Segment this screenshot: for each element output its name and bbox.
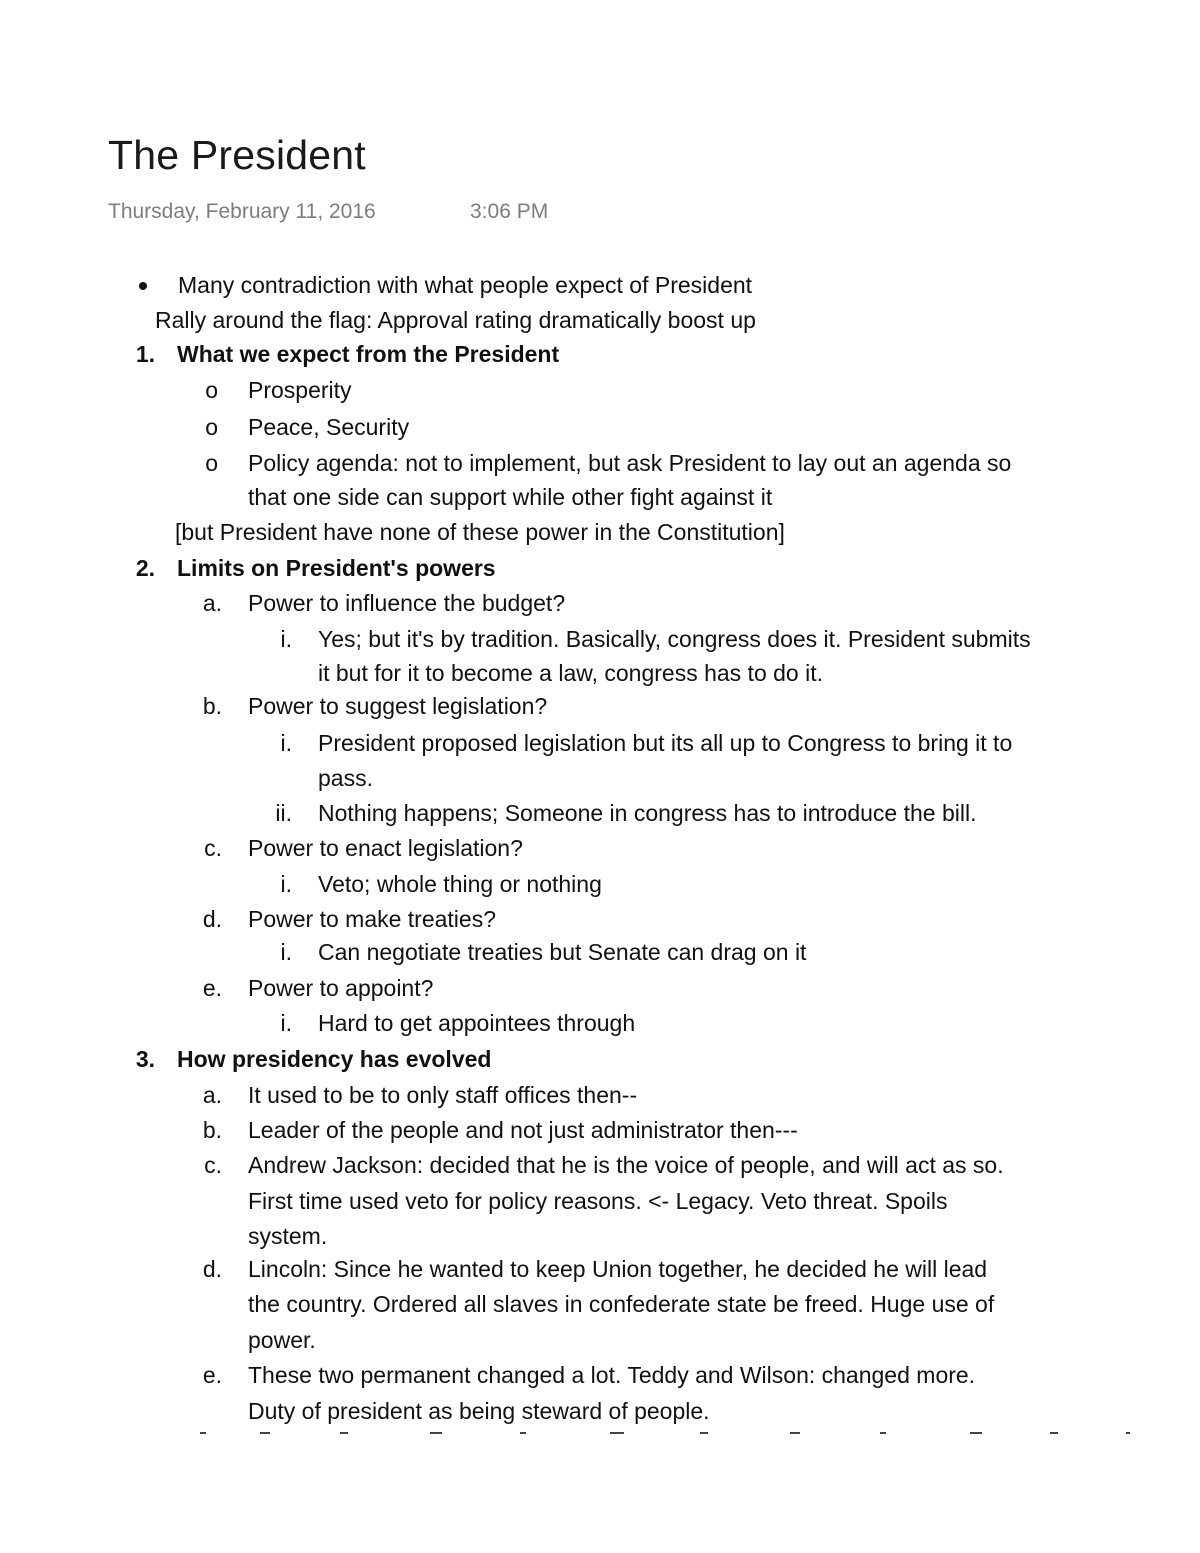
list-marker: o <box>205 414 218 440</box>
list-item-text: [but President have none of these power in the Constitution] <box>175 519 785 545</box>
list-marker: 3. <box>135 1046 155 1072</box>
list-item-text: Prosperity <box>248 377 352 403</box>
list-item-text: Power to appoint? <box>248 975 434 1001</box>
list-item-text: the country. Ordered all slaves in confederate state be freed. Huge use of <box>248 1291 995 1317</box>
list-item-text: Policy agenda: not to implement, but ask President to lay out an agenda so <box>248 450 1012 476</box>
list-item-text: Lincoln: Since he wanted to keep Union together, he decided he will lead <box>248 1256 988 1282</box>
list-marker: i. <box>280 871 292 897</box>
list-item-text: that one side can support while other fight against it <box>248 484 773 510</box>
list-item-text: Power to suggest legislation? <box>248 693 548 719</box>
list-item-text: Power to make treaties? <box>248 906 497 932</box>
list-marker: i. <box>280 1010 292 1036</box>
list-item-text: What we expect from the President <box>177 341 560 367</box>
list-marker: e. <box>202 1362 222 1388</box>
list-marker: 2. <box>135 555 155 581</box>
list-item-text: Hard to get appointees through <box>318 1010 636 1036</box>
list-item-text: Many contradiction with what people expect of President <box>178 272 753 298</box>
note-date: Thursday, February 11, 2016 <box>108 200 376 223</box>
list-item-text: power. <box>248 1327 316 1353</box>
list-marker: d. <box>202 1256 222 1282</box>
list-marker: b. <box>202 1117 222 1143</box>
list-item-text: President proposed legislation but its all up to Congress to bring it to <box>318 730 1013 756</box>
list-marker: i. <box>280 730 292 756</box>
list-item-text: Power to enact legislation? <box>248 835 523 861</box>
list-marker: i. <box>280 939 292 965</box>
list-item-text: Peace, Security <box>248 414 410 440</box>
list-marker: ii. <box>275 800 292 826</box>
list-item-text: Nothing happens; Someone in congress has to introduce the bill. <box>318 800 977 826</box>
list-marker: e. <box>202 975 222 1001</box>
list-marker: i. <box>280 626 292 652</box>
list-item-text: it but for it to become a law, congress has to do it. <box>318 660 823 686</box>
list-item-text: Yes; but it's by tradition. Basically, congress does it. President submits <box>318 626 1031 652</box>
list-marker: c. <box>204 1152 222 1178</box>
list-marker: 1. <box>135 341 155 367</box>
bullet-dot-icon <box>139 282 147 290</box>
list-item-text: Rally around the flag: Approval rating dramatically boost up <box>155 307 756 333</box>
list-item-text: It used to be to only staff offices then-- <box>248 1082 638 1108</box>
list-marker: a. <box>202 590 222 616</box>
list-item-text: Can negotiate treaties but Senate can drag on it <box>318 939 807 965</box>
list-item-text: Leader of the people and not just administrator then--- <box>248 1117 798 1143</box>
list-marker: o <box>205 450 218 476</box>
page-title: The President <box>108 132 366 178</box>
list-marker: o <box>205 377 218 403</box>
list-marker: b. <box>202 693 222 719</box>
list-item-text: Power to influence the budget? <box>248 590 566 616</box>
list-item-text: Duty of president as being steward of people. <box>248 1398 710 1424</box>
list-marker: d. <box>202 906 222 932</box>
list-item-text: Andrew Jackson: decided that he is the voice of people, and will act as so. <box>248 1152 1004 1178</box>
cut-off-text-line <box>100 1432 1140 1436</box>
list-marker: a. <box>202 1082 222 1108</box>
list-item-text: system. <box>248 1223 328 1249</box>
list-item-text: Veto; whole thing or nothing <box>318 871 602 897</box>
list-item-text: Limits on President's powers <box>177 555 496 581</box>
list-item-text: These two permanent changed a lot. Teddy and Wilson: changed more. <box>248 1362 976 1388</box>
list-item-text: How presidency has evolved <box>177 1046 492 1072</box>
list-item-text: pass. <box>318 765 373 791</box>
list-marker: c. <box>204 835 222 861</box>
list-item-text: First time used veto for policy reasons. <- Legacy. Veto threat. Spoils <box>248 1188 948 1214</box>
note-time: 3:06 PM <box>470 200 549 223</box>
